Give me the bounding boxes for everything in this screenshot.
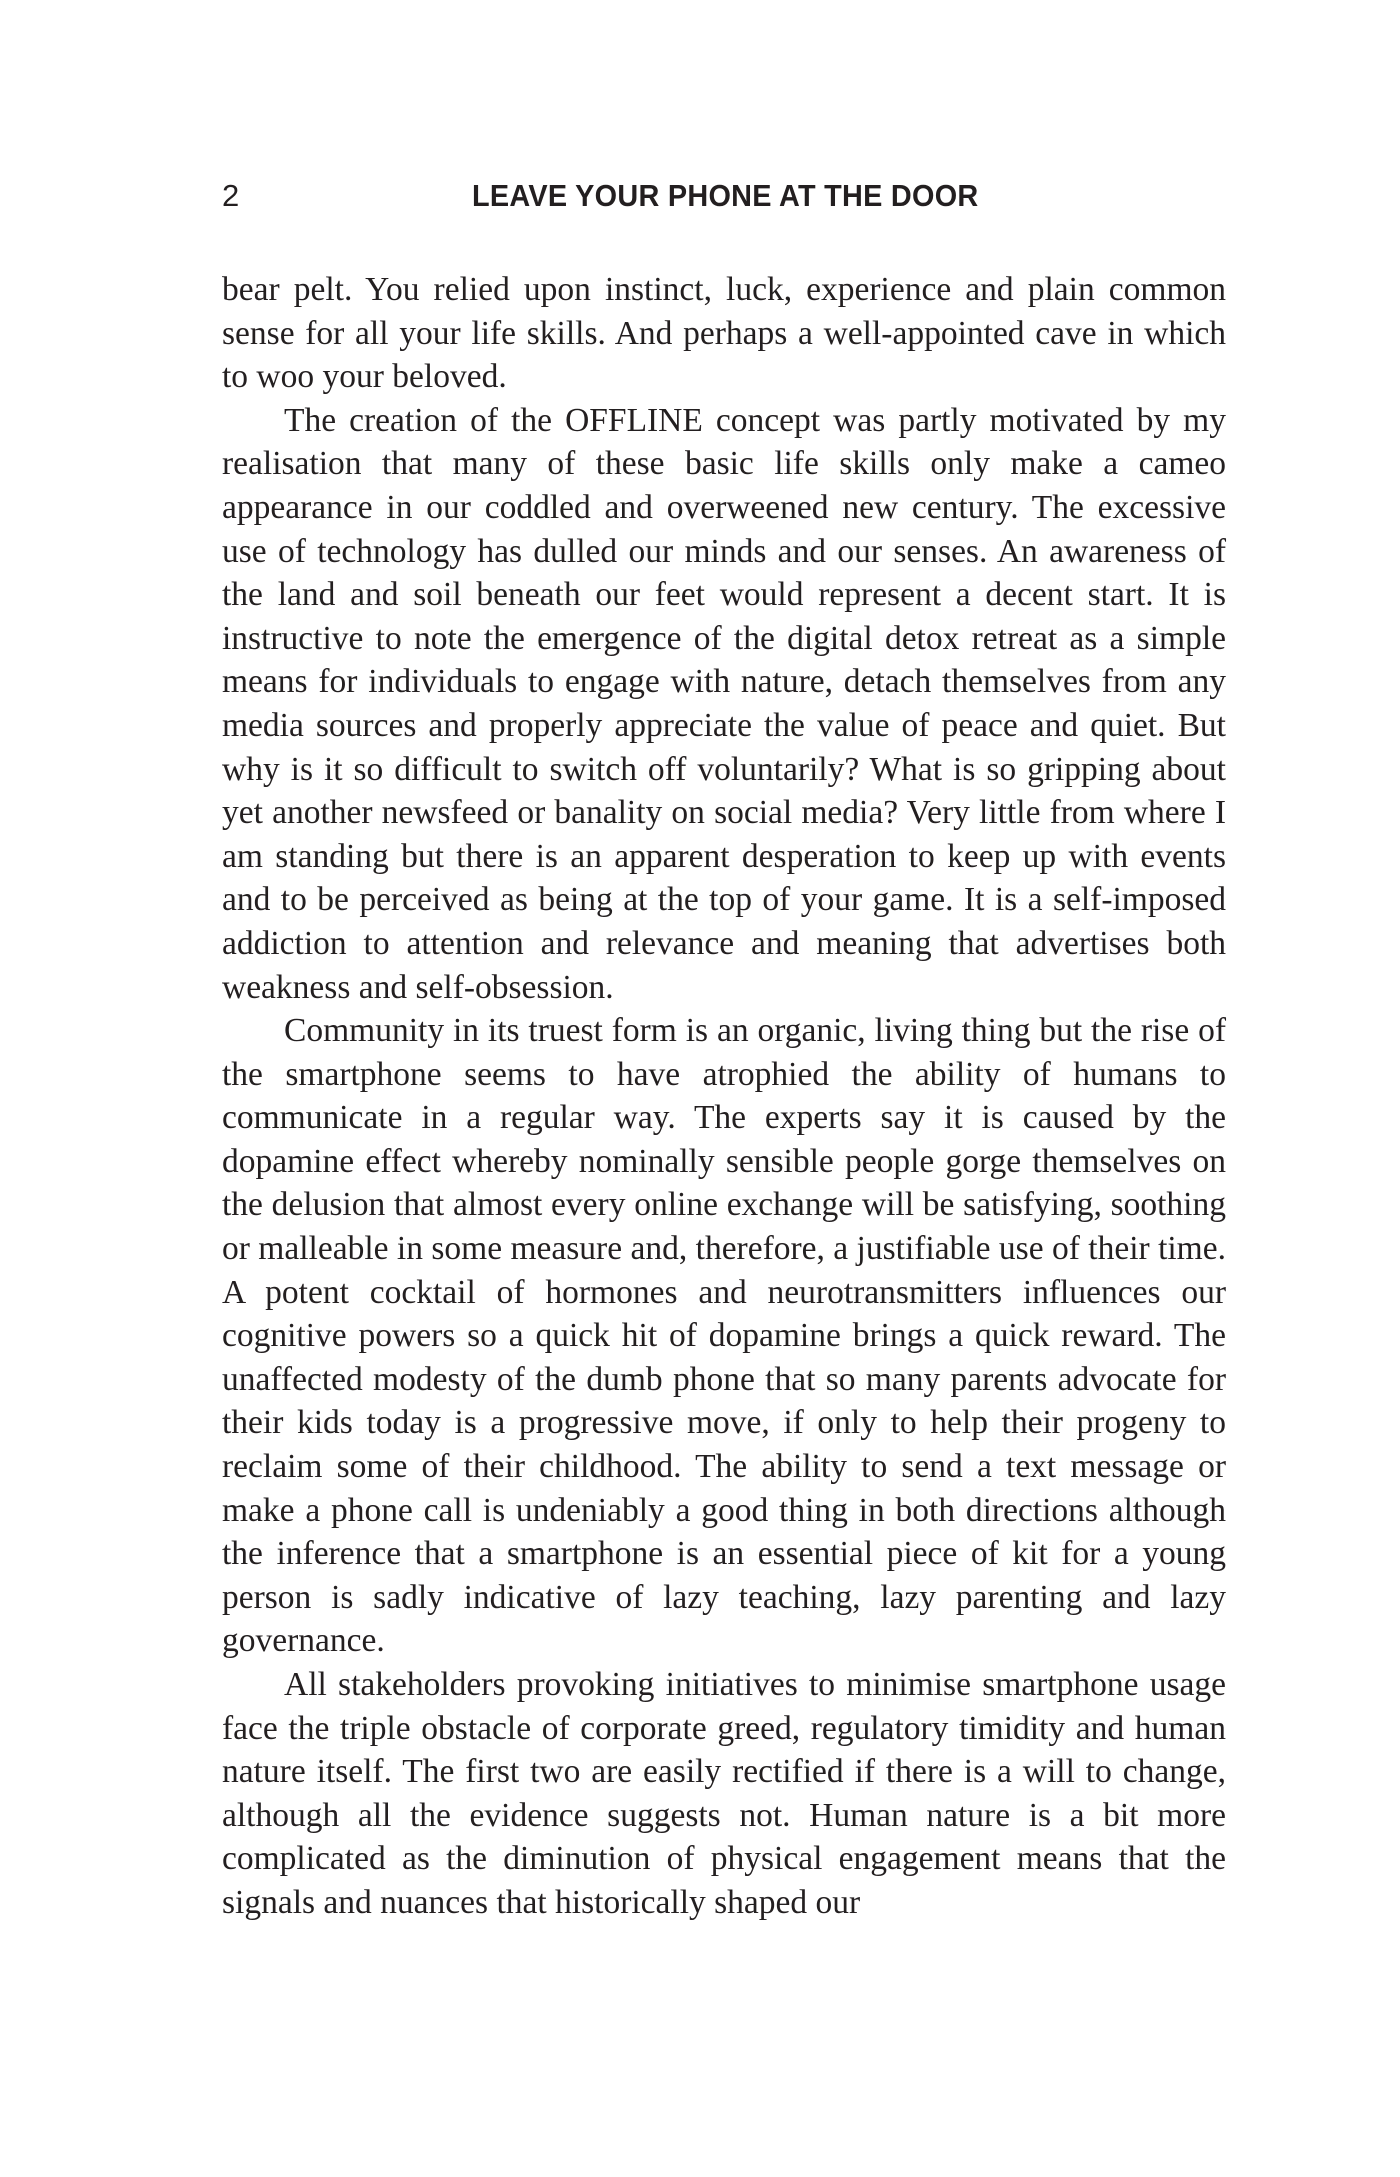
running-head (222, 172, 1182, 220)
paragraph-continued: bear pelt. You relied upon instinct, luck, experience and plain common sense for all your life skills. And perhaps a well-appointed cave in which to woo your beloved. (222, 271, 1226, 396)
page-number: 2 (222, 178, 240, 213)
paragraph: Community in its truest form is an organic, living thing but the rise of the smartphone seems to have atrophied the ability of humans to communicate in a regular way. The experts say it is caused by the dopamine effect whereby nominally sensible people gorge themselves on the delusion that almost every online exchange will be satisfying, soothing or malleable in some measure and, therefore, a justifiable use of their time. A potent cocktail of hormones and neurotransmitters influences our cognitive powers so a quick hit of dopamine brings a quick reward. The unaffected modesty of the dumb phone that so many parents advocate for their kids today is a progressive move, if only to help their progeny to reclaim some of their childhood. The ability to send a text message or make a phone call is undeniably a good thing in both directions although the inference that a smartphone is an essential piece of kit for a young person is sadly indicative of lazy teaching, lazy parenting and lazy governance. (222, 1012, 1226, 1660)
paragraph-last: All stakeholders provoking initiatives to minimise smartphone usage face the triple obstacle of corporate greed, regulatory timidity and human nature itself. The first two are easily rectified if there is a will to change, although all the evidence suggests not. Human nature is a bit more complicated as the diminution of physical engagement means that the signals and nuances that historically shaped our (222, 1666, 1226, 1921)
paragraph: The creation of the OFFLINE concept was partly motivated by my realisation that many of these basic life skills only make a cameo appearance in our coddled and overweened new century. The excessive use of technology has dulled our minds and our senses. An awareness of the land and soil beneath our feet would represent a decent start. It is instructive to note the emergence of the digital detox retreat as a simple means for individuals to engage with nature, detach themselves from any media sources and properly appreciate the value of peace and quiet. But why is it so difficult to switch off voluntarily? What is so gripping about yet another newsfeed or banality on social media? Very little from where I am standing but there is an apparent desperation to keep up with events and to be perceived as being at the top of your game. It is a self-imposed addiction to attention and relevance and meaning that advertises both weakness and self-obsession. (222, 401, 1226, 1006)
running-title: LEAVE YOUR PHONE AT THE DOOR (472, 178, 979, 213)
body-text (222, 268, 1226, 1925)
